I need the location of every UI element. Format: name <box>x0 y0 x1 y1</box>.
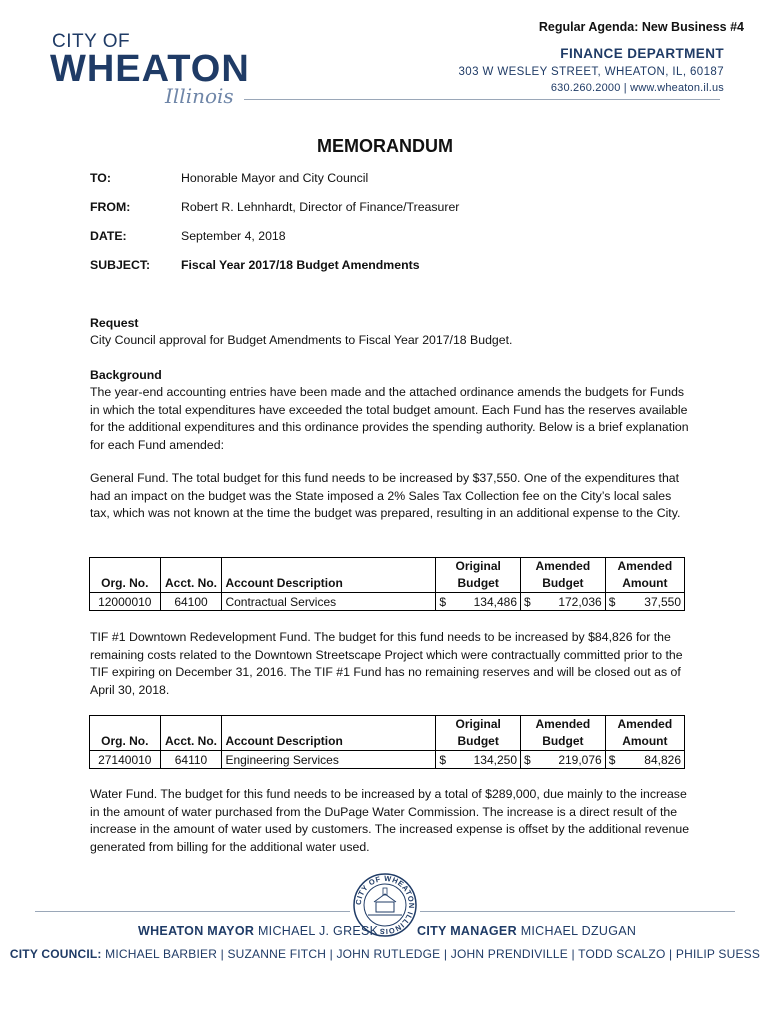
footer-divider-left <box>35 911 350 912</box>
acct-no-cell: 64100 <box>160 593 222 611</box>
account-description-cell: Contractual Services <box>222 593 436 611</box>
original-budget-cell: $ 134,486 <box>436 593 521 611</box>
to-label: TO: <box>90 171 111 185</box>
amended-budget-cell: $ 172,036 <box>521 593 606 611</box>
acct-no-cell: 64110 <box>160 751 222 769</box>
amended-amount-cell: $ 37,550 <box>605 593 684 611</box>
council-members: MICHAEL BARBIER | SUZANNE FITCH | JOHN RUTLEDGE | JOHN PRENDIVILLE | TODD SCALZO | PHILIP SUESS <box>105 947 761 961</box>
col-original-budget: Original Budget <box>436 716 521 751</box>
tif-fund-table <box>89 715 685 769</box>
col-amended-amount: Amended Amount <box>605 558 684 593</box>
col-acct-no: Acct. No. <box>160 558 222 593</box>
col-account-description: Account Description <box>222 716 436 751</box>
memo-title: MEMORANDUM <box>317 136 453 156</box>
logo-illinois: Illinois <box>165 84 234 108</box>
logo-wheaton: WHEATON <box>50 48 250 90</box>
col-org-no: Org. No. <box>90 716 161 751</box>
col-org-no: Org. No. <box>90 558 161 593</box>
background-heading: Background <box>90 368 162 382</box>
col-acct-no: Acct. No. <box>160 716 222 751</box>
manager-name: MICHAEL DZUGAN <box>520 924 637 938</box>
from-value: Robert R. Lehnhardt, Director of Finance/Treasurer <box>181 200 460 214</box>
request-heading: Request <box>90 316 139 330</box>
logo-city-of: CITY OF <box>52 31 131 52</box>
from-label: FROM: <box>90 200 131 214</box>
col-amended-amount: Amended Amount <box>605 716 684 751</box>
table-header-row <box>90 716 685 751</box>
manager-credit <box>417 924 636 938</box>
footer-divider-right <box>420 911 735 912</box>
amended-amount-cell: $ 84,826 <box>605 751 684 769</box>
seal-text: CITY OF WHEATON ILLINOIS <box>353 873 417 937</box>
date-value: September 4, 2018 <box>181 229 286 243</box>
account-description-cell: Engineering Services <box>222 751 436 769</box>
col-account-description: Account Description <box>222 558 436 593</box>
org-no-cell: 27140010 <box>90 751 161 769</box>
org-no-cell: 12000010 <box>90 593 161 611</box>
table-header-row <box>90 558 685 593</box>
city-council-credit: CITY COUNCIL: MICHAEL BARBIER | SUZANNE FITCH | JOHN RUTLEDGE | JOHN PRENDIVILLE | TODD SCALZO | PHILIP SUESS <box>9 947 761 961</box>
request-text: City Council approval for Budget Amendments to Fiscal Year 2017/18 Budget. <box>90 333 513 347</box>
mayor-credit <box>138 924 378 938</box>
department-address: 303 W WESLEY STREET, WHEATON, IL, 60187 <box>458 66 724 78</box>
date-label: DATE: <box>90 229 127 243</box>
department-contact: 630.260.2000 | www.wheaton.il.us <box>550 82 724 94</box>
col-amended-budget: Amended Budget <box>521 716 606 751</box>
col-amended-budget: Amended Budget <box>521 558 606 593</box>
water-fund-text: Water Fund. The budget for this fund needs to be increased by a total of $289,000, due mainly to the increase in the amount of water purchased from the DuPage Water Commission. The increase is a direct result of the increase in the amount of water used by customers. The increased expense is offset by the additional revenue generated from billing for the additional water used. <box>90 787 690 854</box>
manager-label: CITY MANAGER <box>417 924 517 938</box>
col-original-budget: Original Budget <box>436 558 521 593</box>
table-row <box>90 751 685 769</box>
subject-value: Fiscal Year 2017/18 Budget Amendments <box>181 258 420 272</box>
original-budget-cell: $ 134,250 <box>436 751 521 769</box>
tif-fund-text: TIF #1 Downtown Redevelopment Fund. The budget for this fund needs to be increased by $84,826 for the remaining costs related to the Downtown Streetscape Project which were contractually committed prior to the TIF expiring on December 31, 2016. The TIF #1 Fund has no remaining reserves and will be closed out as of April 30, 2018. <box>90 630 683 697</box>
council-label: CITY COUNCIL <box>9 947 98 961</box>
general-fund-table <box>89 557 685 611</box>
mayor-label: WHEATON MAYOR <box>138 924 255 938</box>
subject-label: SUBJECT: <box>90 258 151 272</box>
department-name: FINANCE DEPARTMENT <box>560 46 724 61</box>
to-value: Honorable Mayor and City Council <box>181 171 369 185</box>
background-text: The year-end accounting entries have been made and the attached ordinance amends the budgets for Funds in which the total expenditures have exceeded the total budget amount. Each Fund has the reserves available for the additional expenditures and this ordinance provides the spending authority. Below is a brief explanation for each Fund amended: <box>90 385 689 452</box>
agenda-label: Regular Agenda: New Business #4 <box>538 20 744 34</box>
mayor-name: MICHAEL J. GRESK <box>257 924 379 938</box>
table-row <box>90 593 685 611</box>
amended-budget-cell: $ 219,076 <box>521 751 606 769</box>
header-divider <box>244 99 720 100</box>
general-fund-text: General Fund. The total budget for this fund needs to be increased by $37,550. One of the expenditures that had an impact on the budget was the State imposed a 2% Sales Tax Collection fee on the City’s local sales tax, which was not known at the time the budget was prepared, resulting in an additional expense to the City. <box>90 471 681 520</box>
